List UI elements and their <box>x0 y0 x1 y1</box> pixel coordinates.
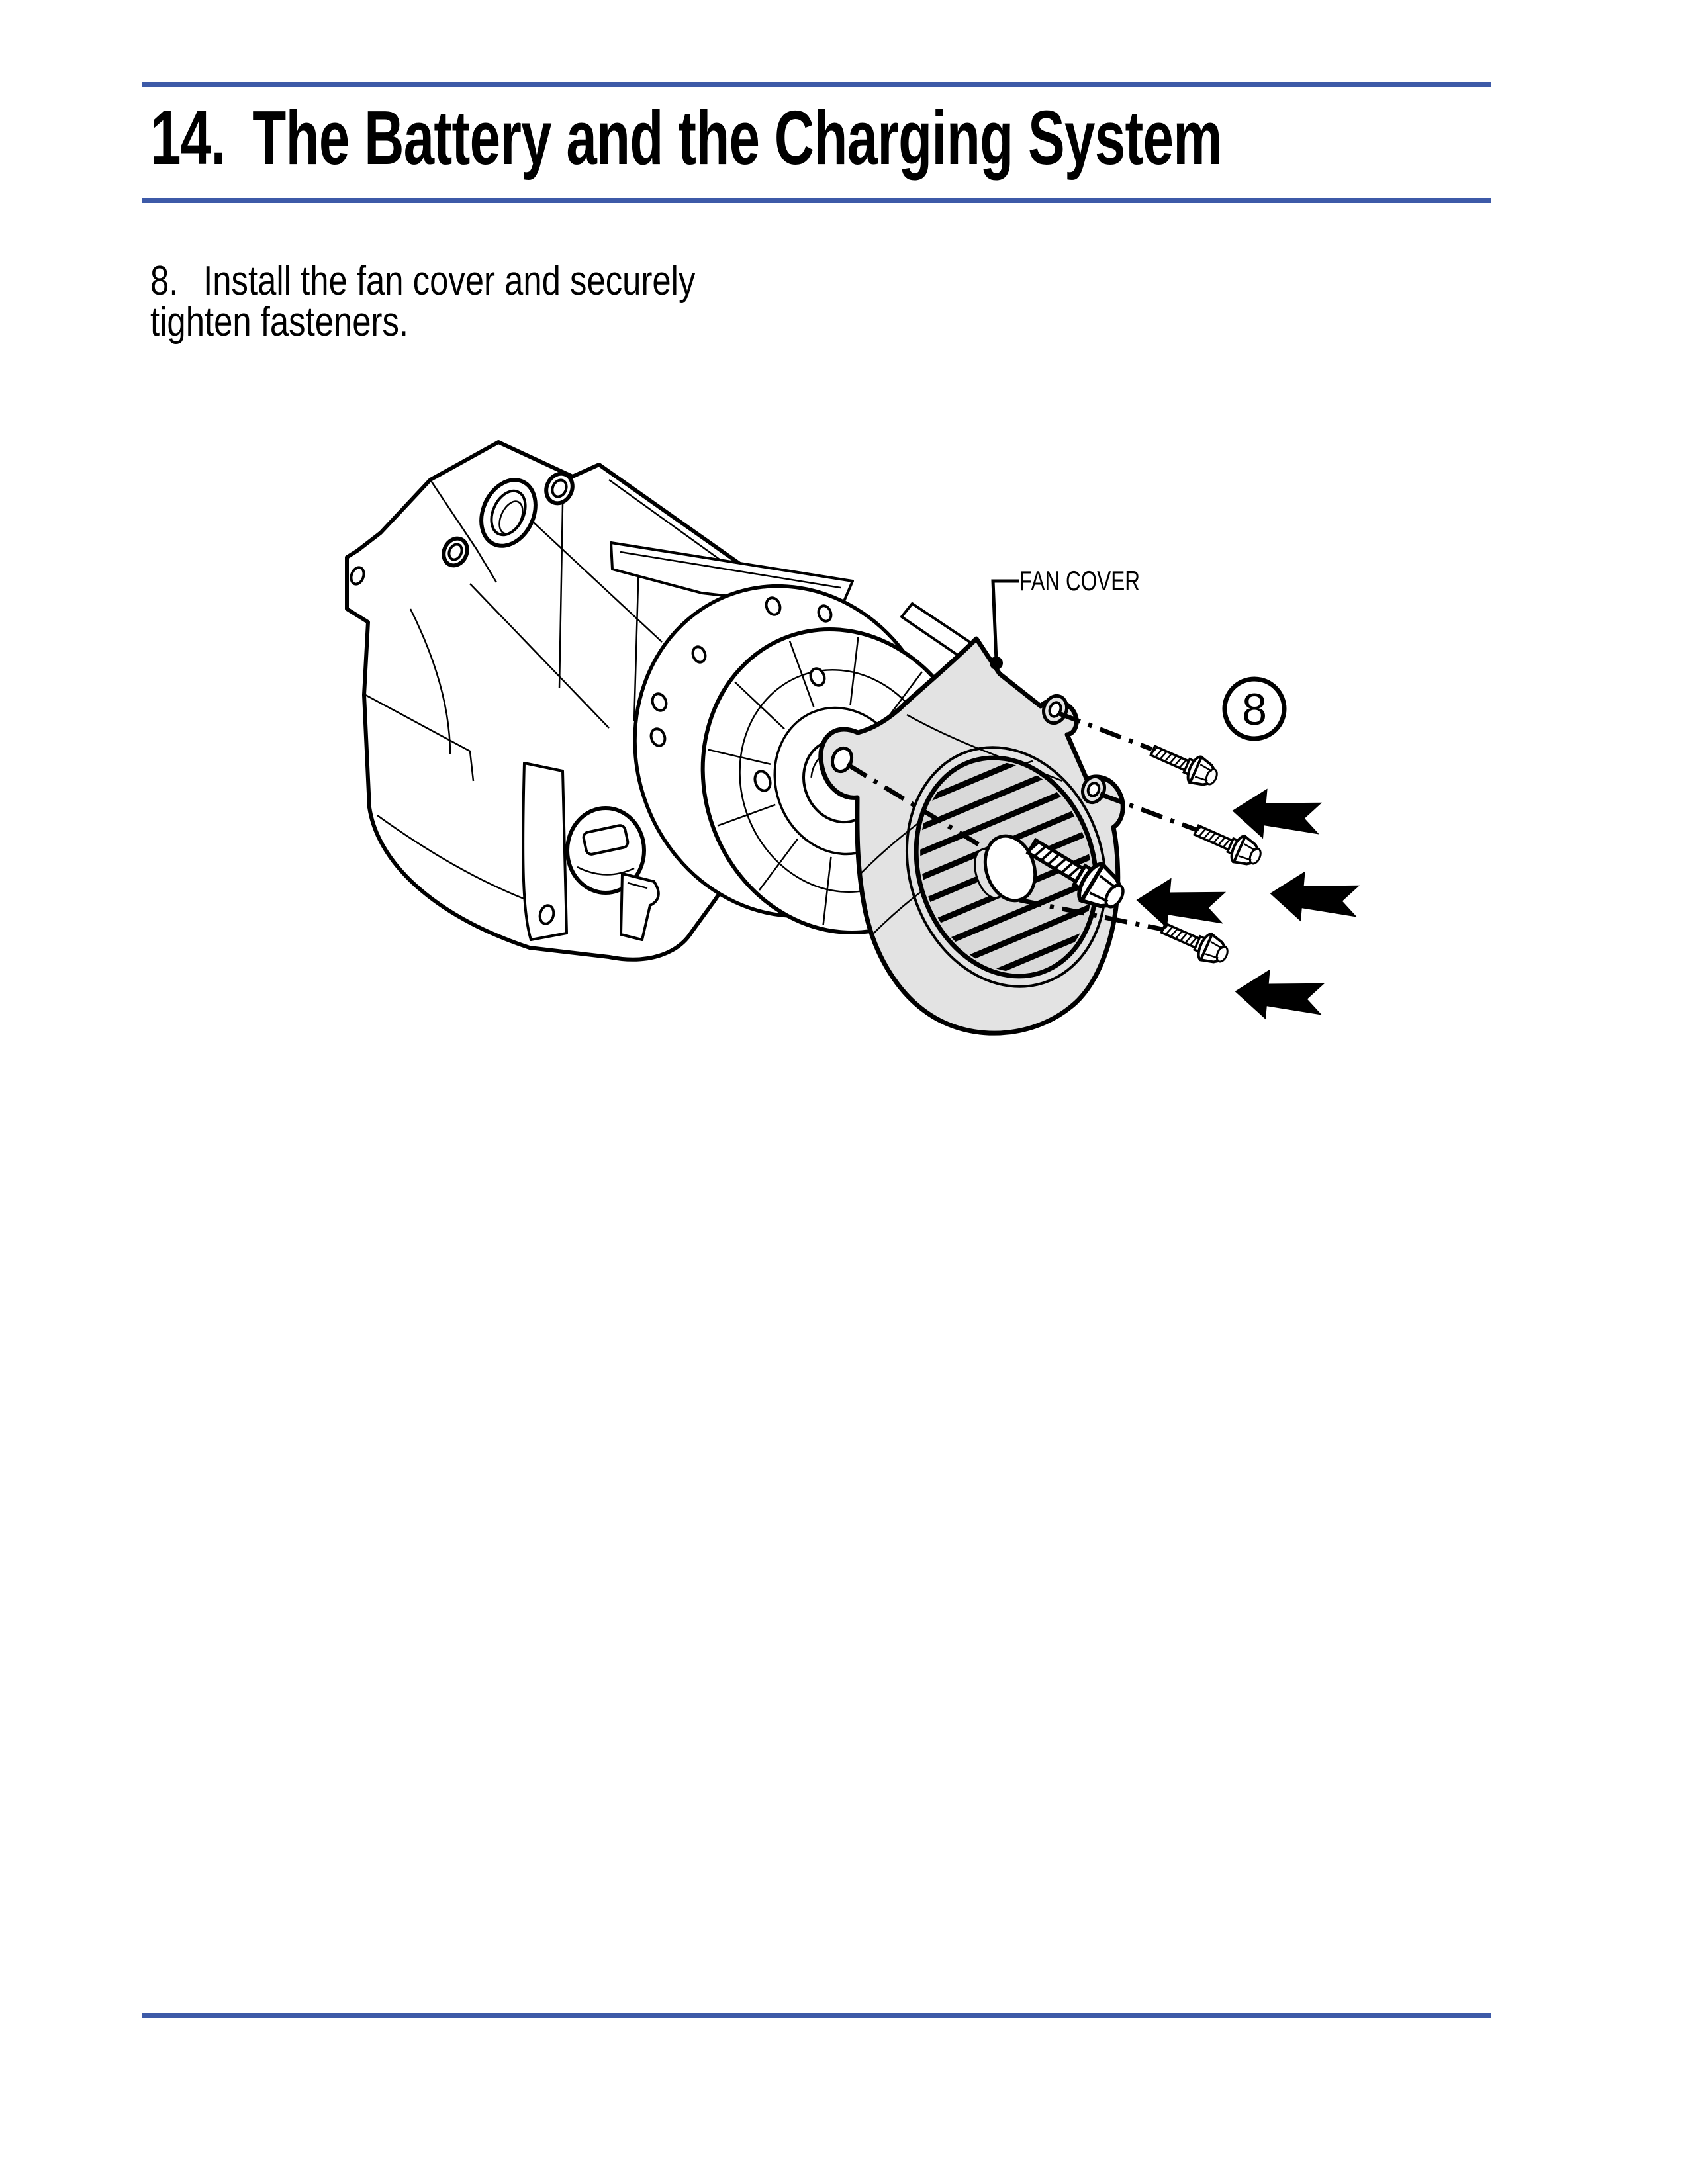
fan-cover-illustration <box>331 410 1390 1112</box>
header-rule-top <box>142 82 1491 87</box>
fan-cover-label-text: FAN COVER <box>1019 565 1140 596</box>
figure-fan-cover-installation <box>331 410 1390 1112</box>
install-arrow-3 <box>1134 875 1227 933</box>
install-arrow-1 <box>1230 786 1323 843</box>
label-leader-dot <box>990 657 1003 670</box>
install-arrow-2 <box>1268 868 1360 926</box>
step-instruction <box>150 258 696 345</box>
fan-cover-label <box>990 565 1140 670</box>
chapter-title <box>150 95 1222 181</box>
footer-rule <box>142 2013 1491 2018</box>
header-rule-bottom <box>142 198 1491 203</box>
step-callout-badge <box>1225 679 1284 739</box>
step-text-line2: tighten fasteners. <box>150 299 409 345</box>
install-arrow-4 <box>1233 966 1325 1024</box>
step-line-1 <box>150 258 696 304</box>
step-number: 8. <box>150 258 179 304</box>
chapter-number: 14. <box>150 95 226 181</box>
step-callout-number: 8 <box>1242 684 1267 735</box>
chapter-title-text: The Battery and the Charging System <box>252 95 1222 181</box>
step-text-line1: Install the fan cover and securely <box>203 258 696 304</box>
flange-bolt-top <box>1147 738 1221 792</box>
